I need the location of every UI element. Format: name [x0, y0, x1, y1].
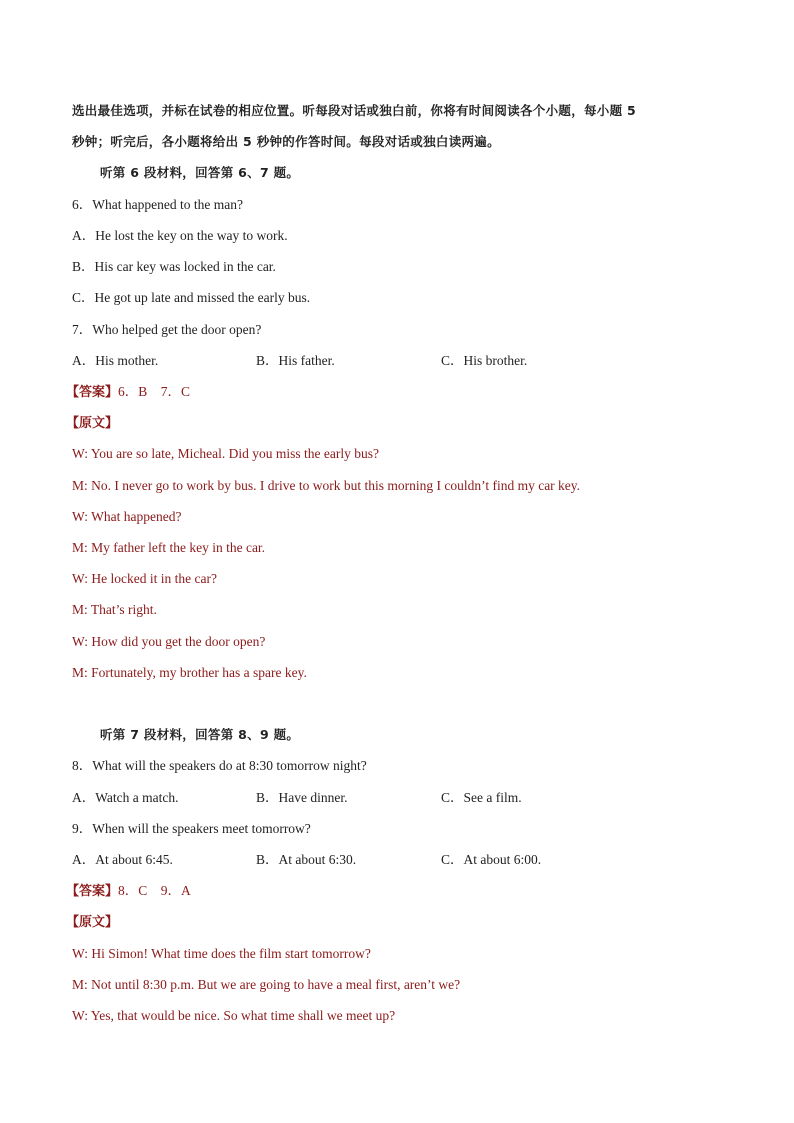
script-line: M: Fortunately, my brother has a spare key.	[72, 665, 307, 680]
question-6-option-a: A．He lost the key on the way to work.	[72, 228, 288, 243]
script-line: M: No. I never go to work by bus. I drive to work but this morning I couldn’t find my car key.	[72, 478, 581, 493]
section-7-heading: 听第 7 段材料，回答第 8、9 题。	[100, 727, 300, 742]
question-9-option-b: B．At about 6:30.	[256, 852, 357, 867]
answer-text: 6．B 7．C	[118, 384, 191, 399]
script-label-text: 【原文】	[66, 416, 119, 431]
question-8-option-c: C．See a film.	[441, 790, 522, 805]
answer-text: 8．C 9．A	[118, 883, 191, 898]
script-label-text: 【原文】	[66, 915, 119, 930]
answer-line-8-9	[66, 882, 191, 901]
answer-label: 【答案】	[66, 385, 119, 400]
script-line: W: How did you get the door open?	[72, 634, 266, 649]
intro-line-2: 秒钟；听完后，各小题将给出 5 秒钟的作答时间。每段对话或独白读两遍。	[72, 134, 500, 149]
answer-label: 【答案】	[66, 884, 119, 899]
question-6-option-b: B．His car key was locked in the car.	[72, 259, 276, 274]
question-9-option-c: C．At about 6:00.	[441, 852, 542, 867]
question-7-option-b: B．His father.	[256, 353, 335, 368]
question-7-option-a: A．His mother.	[72, 353, 159, 368]
intro-line-1: 选出最佳选项，并标在试卷的相应位置。听每段对话或独白前，你将有时间阅读各个小题，每小题 5	[72, 103, 637, 118]
question-9-stem: 9．When will the speakers meet tomorrow?	[72, 821, 311, 836]
question-8-stem: 8．What will the speakers do at 8:30 tomorrow night?	[72, 758, 367, 773]
question-6-option-c: C．He got up late and missed the early bus.	[72, 290, 311, 305]
script-line: W: Yes, that would be nice. So what time shall we meet up?	[72, 1008, 396, 1023]
script-line: W: You are so late, Micheal. Did you miss the early bus?	[72, 446, 379, 461]
script-line: M: My father left the key in the car.	[72, 540, 266, 555]
script-label	[66, 913, 118, 932]
script-line: W: Hi Simon! What time does the film start tomorrow?	[72, 946, 371, 961]
script-line: M: Not until 8:30 p.m. But we are going to have a meal first, aren’t we?	[72, 977, 461, 992]
question-7-stem: 7．Who helped get the door open?	[72, 322, 262, 337]
script-line: W: He locked it in the car?	[72, 571, 217, 586]
script-line: M: That’s right.	[72, 602, 157, 617]
question-9-option-a: A．At about 6:45.	[72, 852, 173, 867]
question-8-option-a: A．Watch a match.	[72, 790, 179, 805]
script-label	[66, 414, 118, 433]
question-6-stem: 6．What happened to the man?	[72, 197, 243, 212]
question-8-option-b: B．Have dinner.	[256, 790, 348, 805]
question-7-option-c: C．His brother.	[441, 353, 528, 368]
script-line: W: What happened?	[72, 509, 182, 524]
section-6-heading: 听第 6 段材料，回答第 6、7 题。	[100, 165, 300, 180]
answer-line-6-7	[66, 383, 190, 402]
